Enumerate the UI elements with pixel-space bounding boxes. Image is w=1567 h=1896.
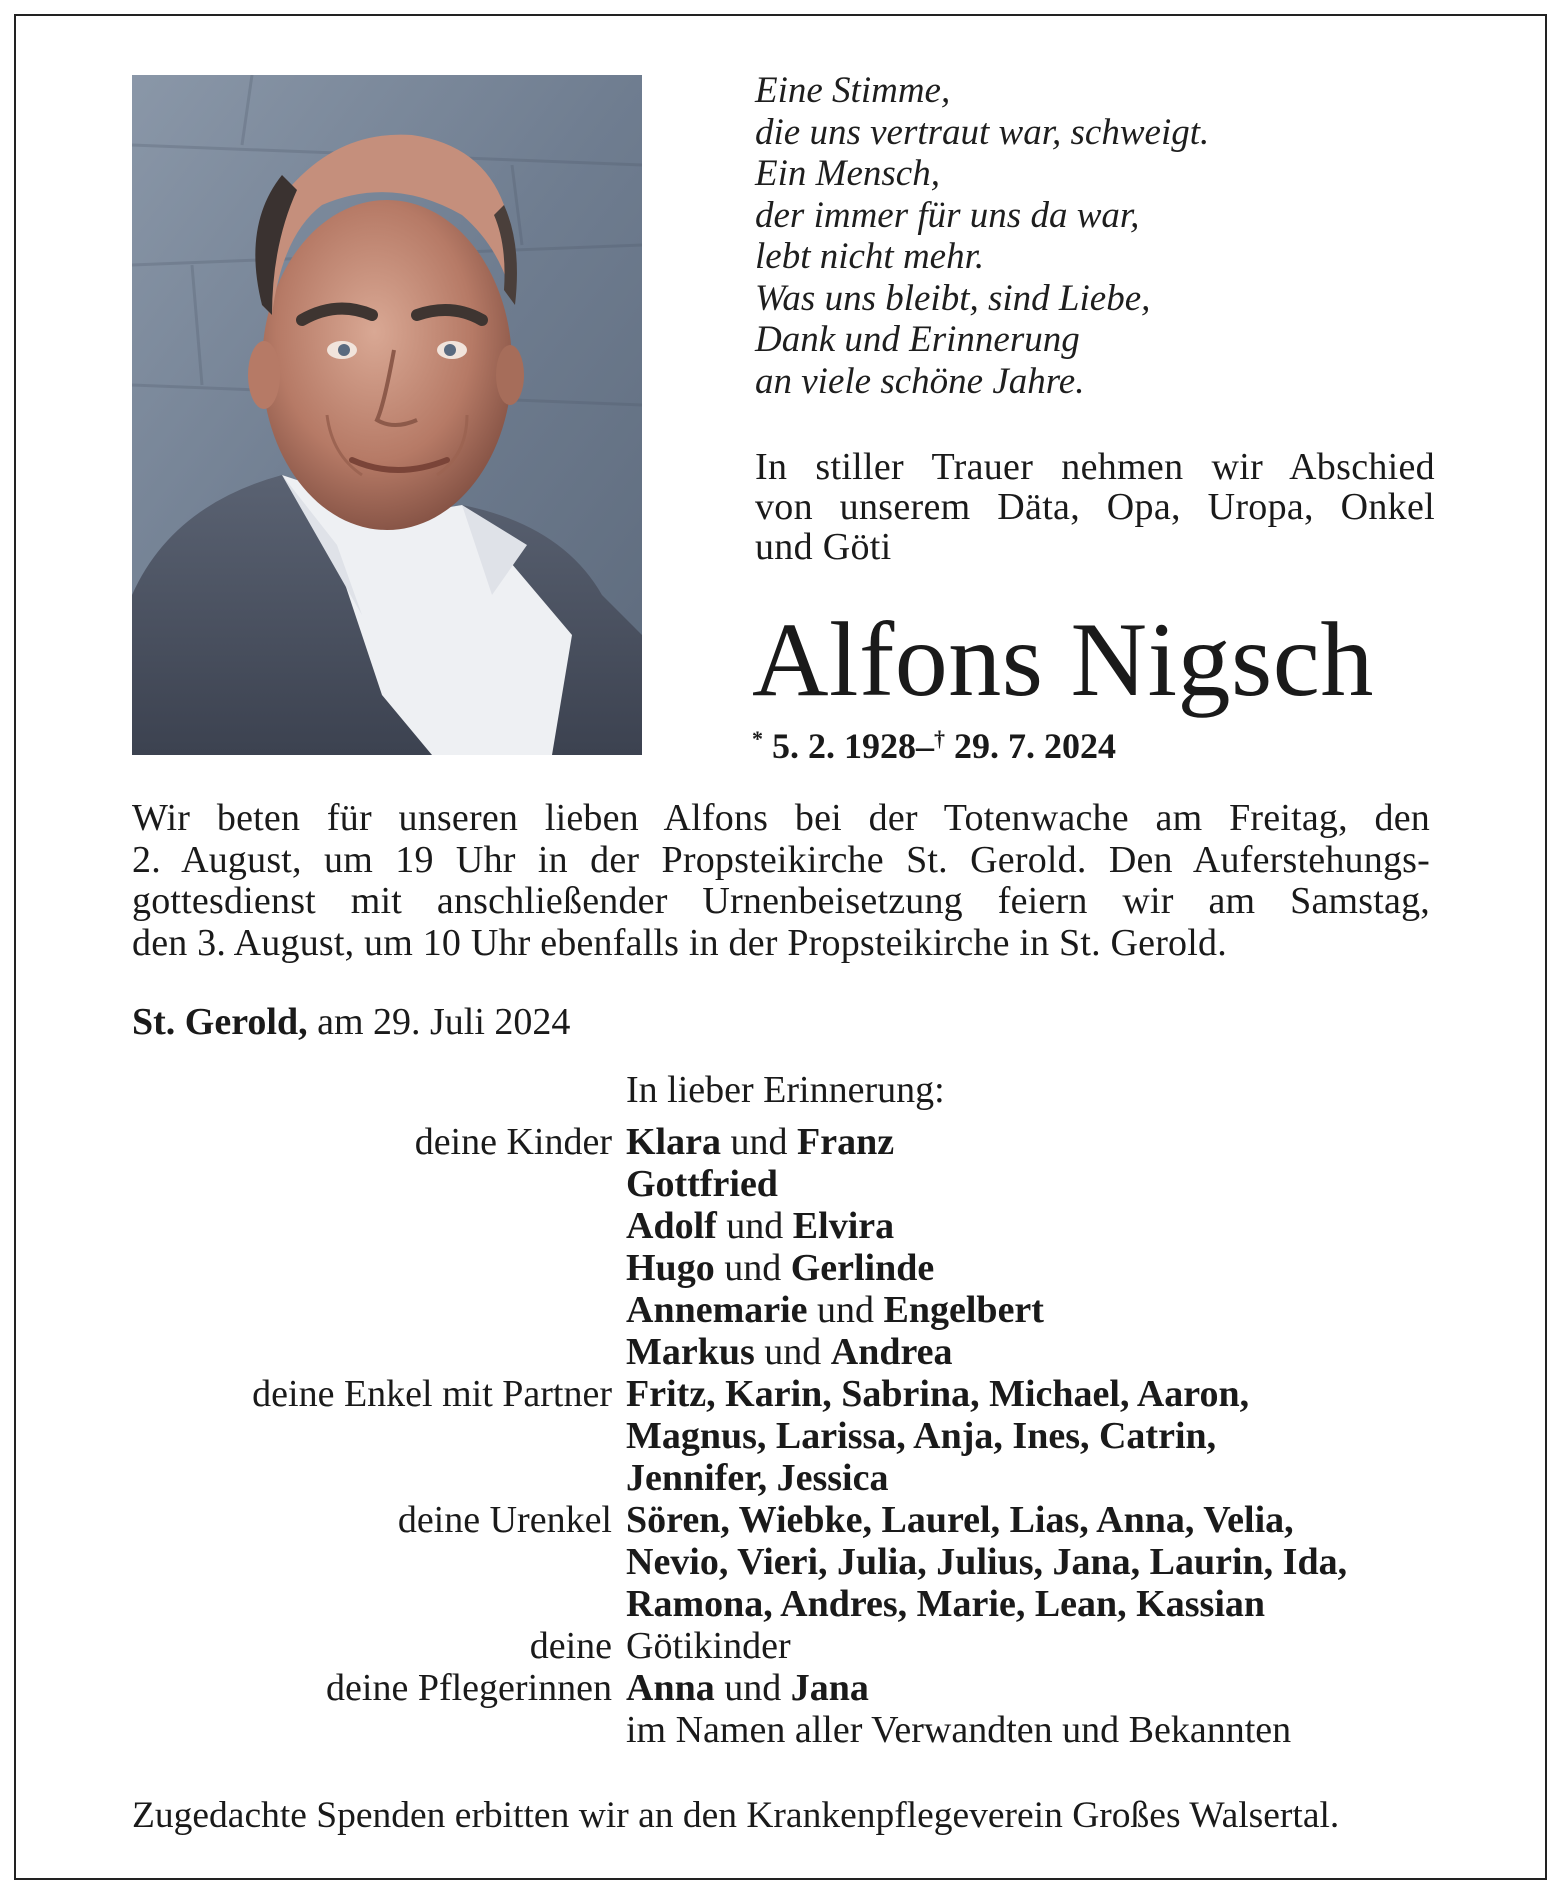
family-row (0, 1541, 1567, 1583)
family-row (0, 1499, 1567, 1541)
person: Franz (796, 1121, 895, 1163)
urenkel-line (626, 1499, 1294, 1541)
conjunction: und (724, 1247, 782, 1289)
intro-line: von unserem Däta, Opa, Uropa, Onkel (755, 486, 1435, 528)
person: Annemarie (626, 1289, 808, 1331)
urenkel-line (626, 1541, 1347, 1583)
names: Fritz, Karin, Sabrina, Michael, Aaron, (626, 1373, 1250, 1415)
service-line: 2. August, um 19 Uhr in der Propsteikirche St. Gerold. Den Auferstehungs- (132, 838, 1430, 881)
urenkel-label: deine Urenkel (397, 1499, 612, 1541)
birth-symbol: * (752, 726, 763, 751)
conjunction: und (730, 1121, 788, 1163)
urenkel-line (626, 1583, 1265, 1625)
enkel-label: deine Enkel mit Partner (252, 1373, 612, 1415)
family-row (0, 1709, 1567, 1751)
kinder-label: deine Kinder (414, 1121, 612, 1163)
names: Magnus, Larissa, Anja, Ines, Catrin, (626, 1415, 1217, 1457)
portrait-illustration (132, 75, 642, 755)
person: Markus (626, 1331, 755, 1373)
family-row (0, 1457, 1567, 1499)
names: Sören, Wiebke, Laurel, Lias, Anna, Velia, (626, 1499, 1294, 1541)
birth-date: 5. 2. 1928 (772, 726, 916, 766)
poem-line: der immer für uns da war, (755, 194, 1140, 236)
conjunction: und (726, 1205, 784, 1247)
person: Jana (790, 1667, 869, 1709)
place: St. Gerold, (132, 1001, 308, 1043)
pfleger-label: deine Pflegerinnen (326, 1667, 612, 1709)
family-row (0, 1121, 1567, 1163)
death-date: 29. 7. 2024 (954, 726, 1116, 766)
kinder-entry (626, 1121, 894, 1163)
date: am 29. Juli 2024 (317, 1001, 571, 1043)
poem-line: Was uns bleibt, sind Liebe, (755, 277, 1151, 319)
family-row (0, 1667, 1567, 1709)
closing-line: im Namen aller Verwandten und Bekannten (626, 1709, 1292, 1751)
person: Gerlinde (790, 1247, 935, 1289)
person: Hugo (626, 1247, 715, 1289)
family-list (0, 1121, 1567, 1751)
intro-line: In stiller Trauer nehmen wir Abschied (755, 446, 1435, 488)
poem-line: die uns vertraut war, schweigt. (755, 111, 1210, 153)
service-line: den 3. August, um 10 Uhr ebenfalls in der Propsteikirche in St. Gerold. (132, 921, 1227, 964)
family-row (0, 1373, 1567, 1415)
service-line: Wir beten für unseren lieben Alfons bei der Totenwache am Freitag, den (132, 797, 1430, 839)
names: Ramona, Andres, Marie, Lean, Kassian (626, 1583, 1266, 1625)
family-row (0, 1163, 1567, 1205)
person: Andrea (830, 1331, 953, 1373)
person: Adolf (626, 1205, 717, 1247)
family-row (0, 1289, 1567, 1331)
memory-heading: In lieber Erinnerung: (626, 1069, 945, 1111)
kinder-entry (626, 1289, 1044, 1331)
poem (755, 70, 1495, 402)
service-line: gottesdienst mit anschließender Urnenbeisetzung feiern wir am Samstag, (132, 880, 1430, 922)
place-date (132, 1001, 570, 1043)
family-row (0, 1625, 1567, 1667)
service-text (132, 798, 1430, 964)
goeti-entry: Götikinder (626, 1625, 791, 1667)
conjunction: und (724, 1667, 782, 1709)
donation-note: Zugedachte Spenden erbitten wir an den Krankenpflegeverein Großes Walsertal. (132, 1795, 1340, 1836)
person: Klara (626, 1121, 721, 1163)
poem-line: an viele schöne Jahre. (755, 360, 1085, 402)
deceased-name: Alfons Nigsch (752, 601, 1374, 718)
intro-line: und Göti (755, 526, 892, 568)
names: Jennifer, Jessica (626, 1457, 889, 1499)
person: Anna (626, 1667, 715, 1709)
enkel-line (626, 1373, 1249, 1415)
person: Gottfried (626, 1163, 778, 1205)
intro-text (755, 447, 1435, 567)
pfleger-entry (626, 1667, 869, 1709)
family-row (0, 1415, 1567, 1457)
kinder-entry (626, 1331, 953, 1373)
enkel-line (626, 1457, 888, 1499)
family-row (0, 1247, 1567, 1289)
kinder-entry (626, 1163, 778, 1205)
goeti-label: deine (529, 1625, 612, 1667)
enkel-line (626, 1415, 1216, 1457)
death-symbol: † (934, 726, 945, 751)
date-separator: – (916, 726, 934, 766)
conjunction: und (817, 1289, 875, 1331)
person: Engelbert (883, 1289, 1044, 1331)
kinder-entry (626, 1205, 894, 1247)
conjunction: und (764, 1331, 822, 1373)
kinder-entry (626, 1247, 934, 1289)
poem-line: Eine Stimme, (755, 70, 951, 111)
family-row (0, 1583, 1567, 1625)
poem-line: lebt nicht mehr. (755, 236, 985, 277)
poem-line: Dank und Erinnerung (755, 319, 1080, 360)
poem-line: Ein Mensch, (755, 153, 940, 194)
life-dates (752, 718, 1116, 767)
family-row (0, 1205, 1567, 1247)
names: Nevio, Vieri, Julia, Julius, Jana, Laurin, Ida, (626, 1541, 1348, 1583)
portrait-photo (132, 75, 642, 755)
family-row (0, 1331, 1567, 1373)
person: Elvira (792, 1205, 895, 1247)
